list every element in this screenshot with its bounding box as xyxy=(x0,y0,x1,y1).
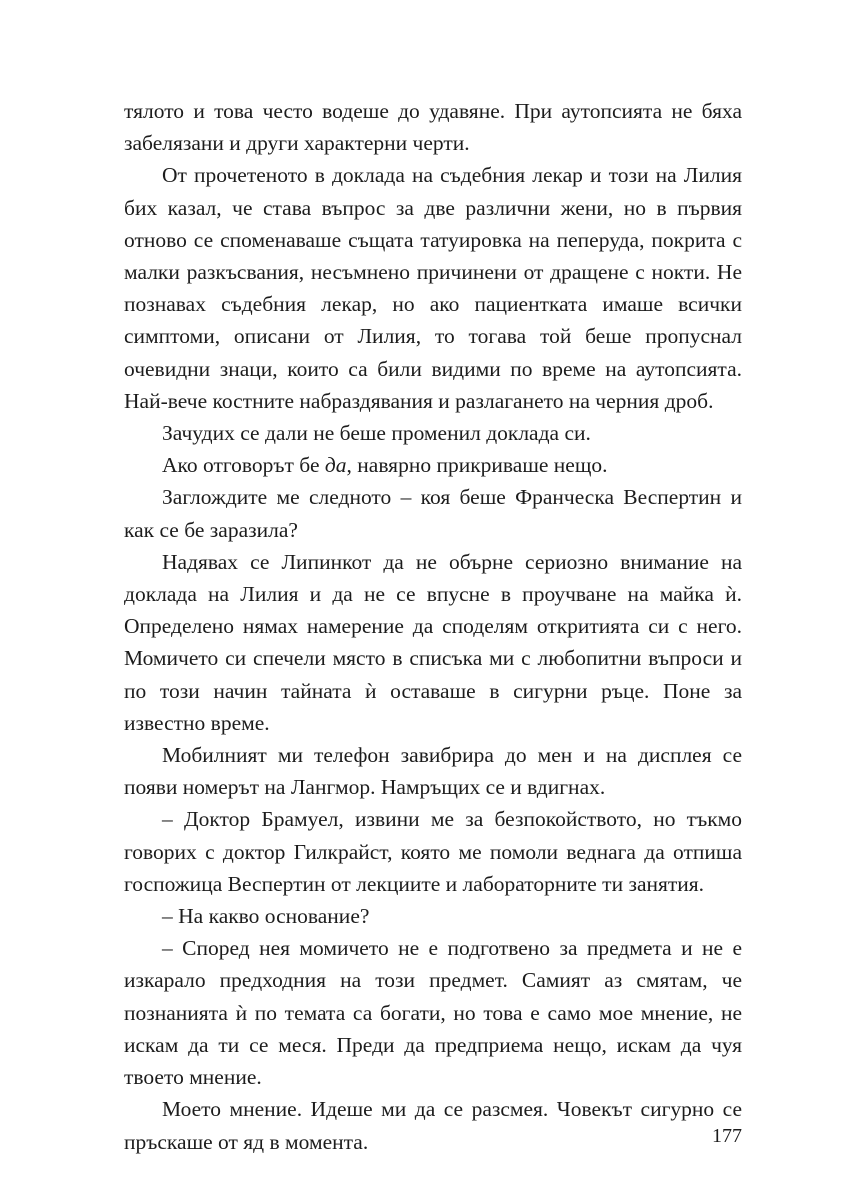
paragraph: тялото и това често водеше до удавяне. При аутопсията не бяха забелязани и други характерни черти. xyxy=(124,99,742,156)
paragraph: Зачудих се дали не беше променил доклада си. xyxy=(162,421,591,446)
paragraph: Надявах се Липинкот да не обърне сериозно внимание на доклада на Лилия и да не се впусне в проучване на майка ѝ. Определено нямах намерение да споделям откритията си с него. Момичето си спечели място в списъка ми с любопитни въпроси и по този начин тайната ѝ оставаше в сигурни ръце. Поне за известно време. xyxy=(124,549,742,735)
paragraph: Моето мнение. Идеше ми да се разсмея. Човекът сигурно се пръскаше от яд в момента. xyxy=(124,1097,742,1154)
paragraph: От прочетеното в доклада на съдебния лекар и този на Лилия бих казал, че става въпрос за две различни жени, но в първия отново се споменаваше същата татуировка на пеперуда, покрита с малки разкъсвания, несъмнено причинени от дращене с нокти. Не познавах съдебния лекар, но ако пациентката имаше всички симптоми, описани от Лилия, то тогава той беше пропуснал очевидни знаци, които са били видими по време на аутопсията. Най-вече костните набраздявания и разлагането на черния дроб. xyxy=(124,163,742,413)
paragraph: Заглождите ме следното – коя беше Франческа Веспертин и как се бе заразила? xyxy=(124,485,742,542)
paragraph-text: , навярно прикриваше нещо. xyxy=(346,453,608,478)
page-number: 177 xyxy=(712,1125,742,1147)
paragraph xyxy=(124,449,742,481)
paragraph: – На какво основание? xyxy=(162,904,370,929)
paragraph: – Според нея момичето не е подготвено за предмета и не е изкарало предходния на този предмет. Самият аз смятам, че познанията ѝ по темата са богати, но това е само мое мнение, не искам да ти се меся. Преди да предприема нещо, искам да чуя твоето мнение. xyxy=(124,936,742,1090)
paragraph: Мобилният ми телефон завибрира до мен и на дисплея се появи номерът на Лангмор. Намръщих се и вдигнах. xyxy=(124,743,742,800)
paragraph-text: Ако отговорът бе xyxy=(162,453,325,478)
body-text xyxy=(124,95,742,1158)
emphasized-word: да xyxy=(324,453,347,478)
paragraph: – Доктор Брамуел, извини ме за безпокойството, но тъкмо говорих с доктор Гилкрайст, която ме помоли веднага да отпиша госпожица Веспертин от лекциите и лабораторните ти занятия. xyxy=(124,807,742,896)
